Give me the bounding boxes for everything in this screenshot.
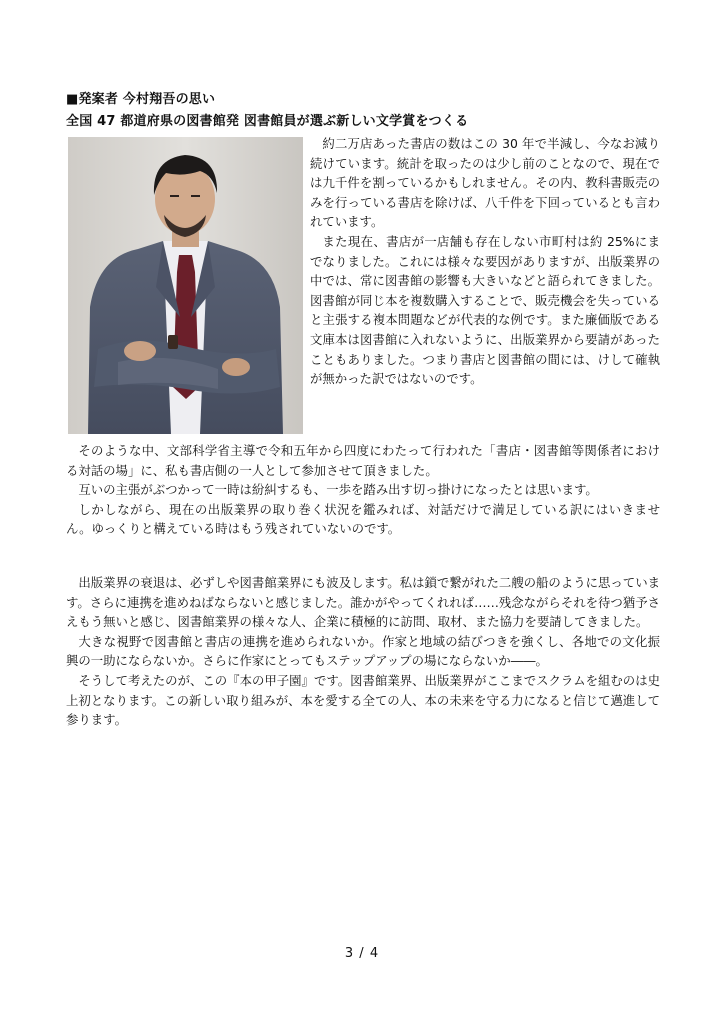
paragraph: 出版業界の衰退は、必ずしや図書館業界にも波及します。私は鎖で繋がれた二艘の船のように思っています。さらに連携を進めねばならないと感じました。誰かがやってくれれば……残念ながらそれを待つ猶予さえもう無いと感じ、図書館業界の様々な人、企業に積極的に訪問、取材、また協力を要請してきました。 — [66, 575, 660, 630]
body-text-block-1 — [66, 441, 660, 539]
author-photo — [68, 137, 303, 434]
paragraph: そうして考えたのが、この『本の甲子園』です。図書館業界、出版業界がここまでスクラムを組むのは史上初となります。この新しい取り組みが、本を愛する全ての人、本の未来を守る力になると信じて邁進して参ります。 — [66, 672, 660, 728]
paragraph: しかしながら、現在の出版業界の取り巻く状況を鑑みれば、対話だけで満足している訳にはいきません。ゆっくりと構えている時はもう残されていないのです。 — [66, 501, 660, 537]
body-text-block-2 — [66, 573, 660, 730]
paragraph: 約二万店あった書店の数はこの 30 年で半減し、今なお減り続けています。統計を取ったのは少し前のことなので、現在では九千件を割っているかもしれません。その内、教科書販売のみを行っている書店を除けば、八千件を下回っているとも言われています。 — [310, 136, 660, 230]
portrait-illustration — [68, 137, 303, 434]
headline: 全国 47 都道府県の図書館発 図書館員が選ぶ新しい文学賞をつくる — [66, 114, 469, 129]
page-number: 3 / 4 — [344, 946, 380, 961]
paragraph: そのような中、文部科学省主導で令和五年から四度にわたって行われた「書店・図書館等関係者における対話の場」に、私も書店側の一人として参加させて頂きました。 — [66, 443, 660, 478]
paragraph: 互いの主張がぶつかって一時は紛糾するも、一歩を踏み出す切っ掛けになったとは思います。 — [78, 482, 598, 498]
paragraph: 大きな視野で図書館と書店の連携を進められないか。作家と地域の結びつきを強くし、各地での文化振興の一助にならないか。さらに作家にとってもステップアップの場にならないか――。 — [66, 633, 660, 669]
side-column-text — [310, 134, 660, 389]
section-title: ■発案者 今村翔吾の思い — [66, 92, 216, 107]
paragraph: また現在、書店が一店舗も存在しない市町村は約 25%にまでなりました。これには様々な要因がありますが、出版業界の中では、常に図書館の影響も大きいなどと語られてきました。図書館が同じ本を複数購入することで、販売機会を失っていると主張する複本問題などが代表的な例です。また廉価版である文庫本は図書館に入れないように、出版業界から要請があったこともありました。つまり書店と図書館の間には、けして確執が無かった訳ではないのです。 — [310, 233, 660, 387]
